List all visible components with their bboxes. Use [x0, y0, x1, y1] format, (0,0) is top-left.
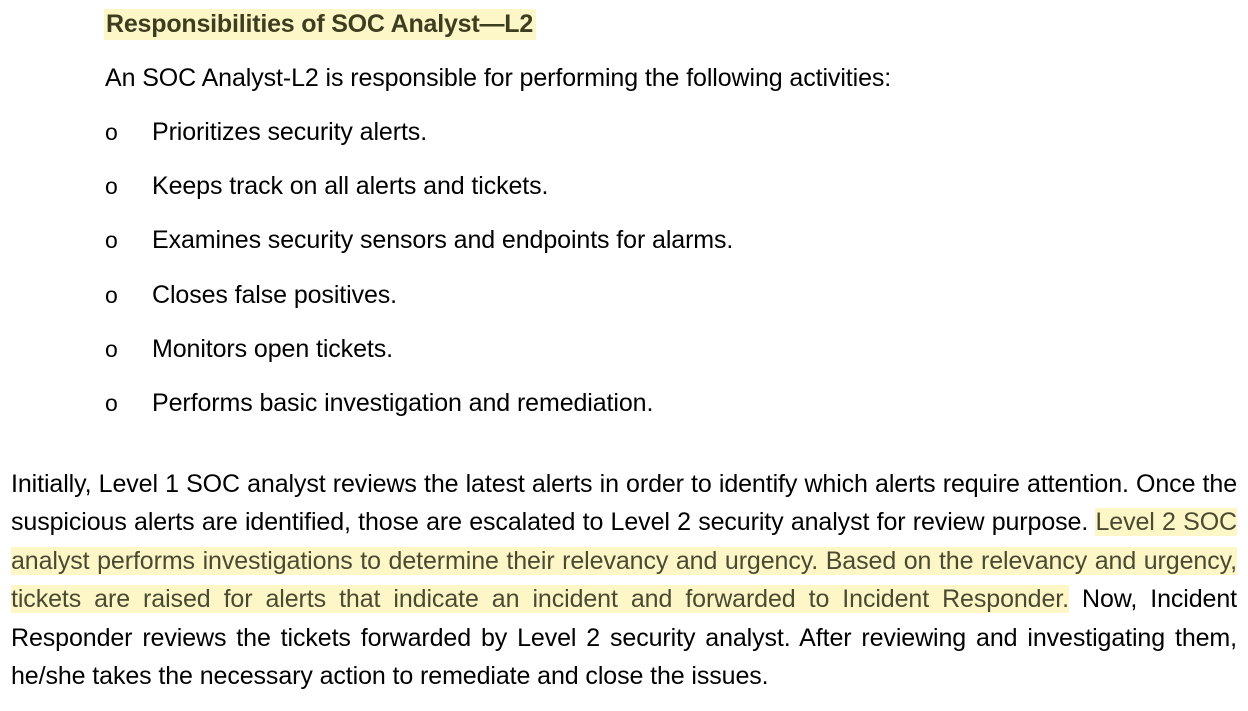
- bullet-marker-icon: o: [105, 119, 118, 145]
- highlighted-text: Level 2 SOC analyst performs investigations to determine their relevancy and urgency. Based on the relevancy and urgency, tickets are raised for alerts that indicate an incident and forwarded to Incident Responder.: [11, 508, 1238, 614]
- list-item-text: Closes false positives.: [152, 280, 398, 309]
- list-item-text: Keeps track on all alerts and tickets.: [152, 172, 549, 201]
- bullet-marker-icon: o: [105, 173, 118, 200]
- paragraph-text-end: Now, Incident Responder reviews the tickets forwarded by Level 2 security analyst. After reviewing and investigating them, he/she takes the necessary action to remediate and close the issues.: [11, 585, 1237, 691]
- bullet-marker-icon: o: [105, 389, 118, 416]
- intro-text: An SOC Analyst-L2 is responsible for performing the following activities:: [105, 64, 892, 92]
- body-paragraph: [11, 465, 1237, 695]
- bullet-marker-icon: o: [105, 281, 118, 308]
- bullet-marker-icon: o: [105, 227, 118, 254]
- list-item-text: Examines security sensors and endpoints for alarms.: [152, 226, 734, 255]
- paragraph-text-start: Initially, Level 1 SOC analyst reviews the latest alerts in order to identify which alerts require attention. Once the suspicious alerts are identified, those are escalated to Level 2 security analyst for review purpose.: [11, 470, 1237, 537]
- list-item-text: Monitors open tickets.: [152, 334, 393, 363]
- section-heading: Responsibilities of SOC Analyst—L2: [104, 9, 536, 40]
- list-item-text: Prioritizes security alerts.: [152, 118, 428, 146]
- bullet-marker-icon: o: [105, 335, 118, 362]
- list-item-text: Performs basic investigation and remediation.: [152, 388, 654, 417]
